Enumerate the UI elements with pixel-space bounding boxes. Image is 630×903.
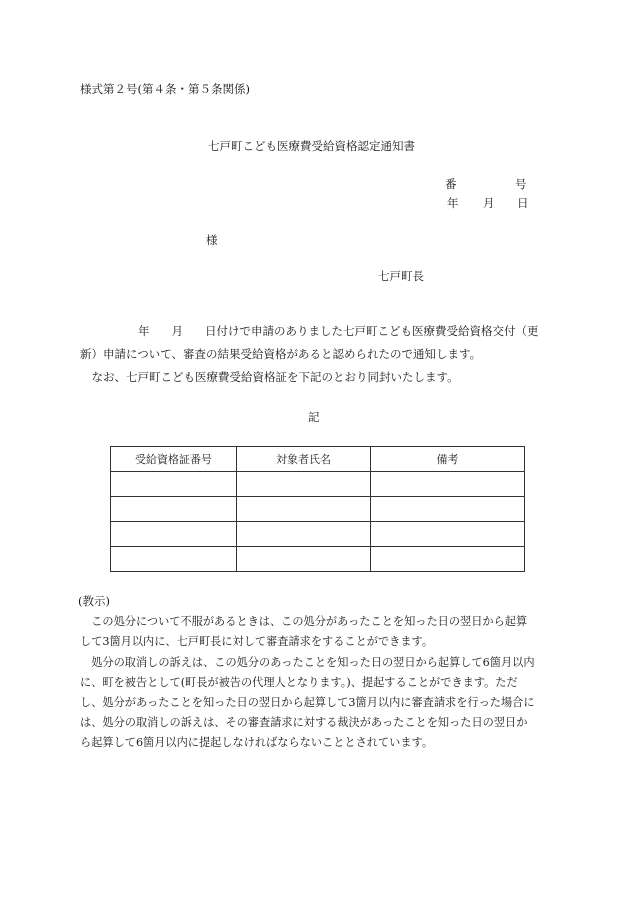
ki-heading: 記: [308, 410, 320, 424]
body-line-3-text: なお、七戸町こども医療費受給資格証を下記のとおり同封いたします。: [91, 370, 459, 384]
table-cell: [111, 522, 237, 547]
form-number: 様式第２号(第４条・第５条関係): [80, 82, 250, 96]
number-label-go: 号: [515, 177, 527, 191]
table-row: [111, 472, 525, 497]
instruction-line: は、処分の取消しの訴えは、その審査請求に対する裁決があったことを知った日の翌日か: [80, 716, 528, 729]
table-cell: [237, 472, 371, 497]
body-line-1-text: 日付けで申請のありました七戸町こども医療費受給資格交付（更: [205, 324, 539, 338]
table-cell: [371, 497, 525, 522]
certificate-table: [110, 446, 525, 572]
table-cell: [111, 497, 237, 522]
table-cell: [371, 547, 525, 572]
header-remarks: 備考: [371, 447, 525, 472]
body-year-label: 年: [138, 324, 150, 338]
table-cell: [237, 547, 371, 572]
instruction-line: 処分の取消しの訴えは、この処分のあったことを知った日の翌日から起算して6箇月以内: [80, 656, 535, 669]
body-line-1: [80, 320, 539, 342]
table-row: [111, 497, 525, 522]
body-line-2: 新）申請について、審査の結果受給資格があると認められたので通知します。: [80, 347, 482, 361]
table-cell: [111, 547, 237, 572]
instruction-line: この処分について不服があるときは、この処分があったことを知った日の翌日から起算: [80, 615, 528, 628]
date-day-label: 日: [517, 196, 529, 210]
table-cell: [237, 497, 371, 522]
body-line-3: [80, 366, 459, 388]
body-month-label: 月: [171, 324, 183, 338]
table-row: [111, 522, 525, 547]
instruction-line: ら起算して6箇月以内に提起しなければならないこととされています。: [80, 736, 434, 749]
instruction-line: に、町を被告として(町長が被告の代理人となります。)、提起することができます。ただ: [80, 676, 518, 689]
table-cell: [111, 472, 237, 497]
addressee-suffix: 様: [206, 233, 218, 247]
instruction-line: して3箇月以内に、七戸町長に対して審査請求をすることができます。: [80, 635, 434, 648]
number-label-ban: 番: [445, 177, 457, 191]
document-title: 七戸町こども医療費受給資格認定通知書: [208, 139, 415, 153]
instruction-heading: (教示): [78, 594, 110, 608]
date-year-label: 年: [447, 196, 459, 210]
table-header-row: [111, 447, 525, 472]
instruction-line: し、処分があったことを知った日の翌日から起算して3箇月以内に審査請求を行った場合に: [80, 696, 535, 709]
table-cell: [371, 472, 525, 497]
header-subject-name: 対象者氏名: [237, 447, 371, 472]
issuer-name: 七戸町長: [378, 269, 424, 283]
table-row: [111, 547, 525, 572]
date-month-label: 月: [483, 196, 495, 210]
table-cell: [237, 522, 371, 547]
header-certificate-number: 受給資格証番号: [111, 447, 237, 472]
table-cell: [371, 522, 525, 547]
